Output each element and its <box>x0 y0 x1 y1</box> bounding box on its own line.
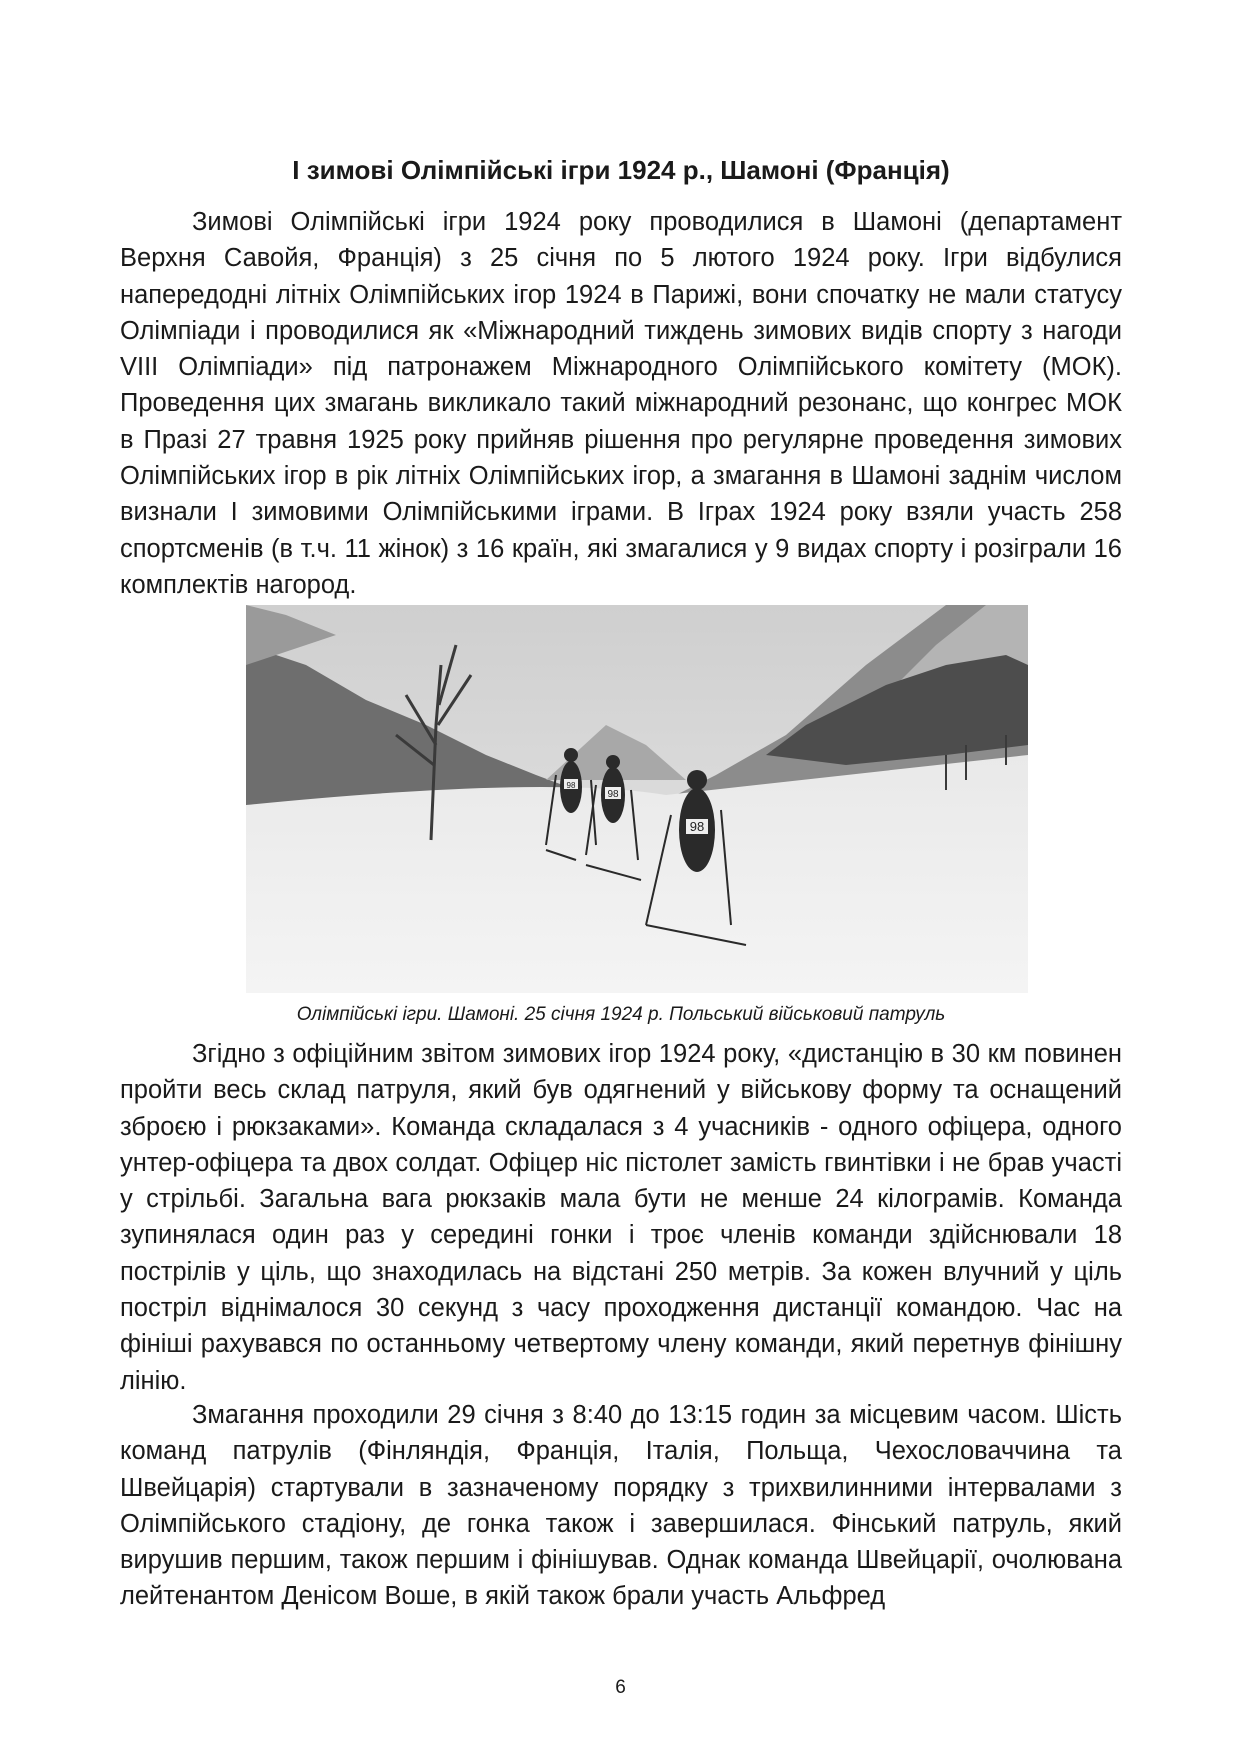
photo-caption: Олімпійські ігри. Шамоні. 25 січня 1924 р. Польський військовий патруль <box>296 1004 946 1025</box>
photo-illustration <box>246 605 1028 993</box>
page-number: 6 <box>615 1677 626 1698</box>
bib-number-2: 98 <box>607 789 619 800</box>
page-title: І зимові Олімпійські ігри 1924 р., Шамоні (Франція) <box>292 155 950 185</box>
skiers-photo <box>246 605 1028 993</box>
bib-number-1: 98 <box>566 781 576 790</box>
paragraph-rules: Згідно з офіційним звітом зимових ігор 1924 року, «дистанцію в 30 км повинен пройти весь склад патруля, який був одягнений у військову форму та оснащений зброєю і рюкзаками». Команда складалася з 4 учасників - одного офіцера, одного унтер-офіцера та двох солдат. Офіцер ніс пістолет замість гвинтівки і не брав участі у стрільбі. Загальна вага рюкзаків мала бути не менше 24 кілограмів. Команда зупинялася один раз у середині гонки і троє членів команди здійснювали 18 пострілів у ціль, що знаходилась на відстані 250 метрів. За кожен влучний у ціль постріл віднімалося 30 секунд з часу проходження дистанції командою. Час на фініші рахувався по останньому четвертому члену команди, який перетнув фінішну лінію. <box>120 1040 1122 1395</box>
bib-number-3: 98 <box>689 819 705 834</box>
paragraph-intro: Зимові Олімпійські ігри 1924 року проводилися в Шамоні (департамент Верхня Савойя, Франція) з 25 січня по 5 лютого 1924 року. Ігри відбулися напередодні літніх Олімпійських ігор 1924 в Парижі, вони спочатку не мали статусу Олімпіади і проводилися як «Міжнародний тиждень зимових видів спорту з нагоди VIII Олімпіади» під патронажем Міжнародного Олімпійського комітету (МОК). Проведення цих змагань викликало такий міжнародний резонанс, що конгрес МОК в Празі 27 травня 1925 року прийняв рішення про регулярне проведення зимових Олімпійських ігор в рік літніх Олімпійських ігор, а змагання в Шамоні заднім числом визнали І зимовими Олімпійськими іграми. В Іграх 1924 року взяли участь 258 спортсменів (в т.ч. 11 жінок) з 16 країн, які змагалися у 9 видах спорту і розіграли 16 комплектів нагород. <box>120 208 1122 599</box>
paragraph-race: Змагання проходили 29 січня з 8:40 до 13:15 годин за місцевим часом. Шість команд патрулів (Фінляндія, Франція, Італія, Польща, Чехословаччина та Швейцарія) стартували в зазначеному порядку з трихвилинними інтервалами з Олімпійського стадіону, де гонка також і завершилася. Фінський патруль, який вирушив першим, також першим і фінішував. Однак команда Швейцарії, очолювана лейтенантом Денісом Воше, в якій також брали участь Альфред <box>120 1401 1122 1611</box>
